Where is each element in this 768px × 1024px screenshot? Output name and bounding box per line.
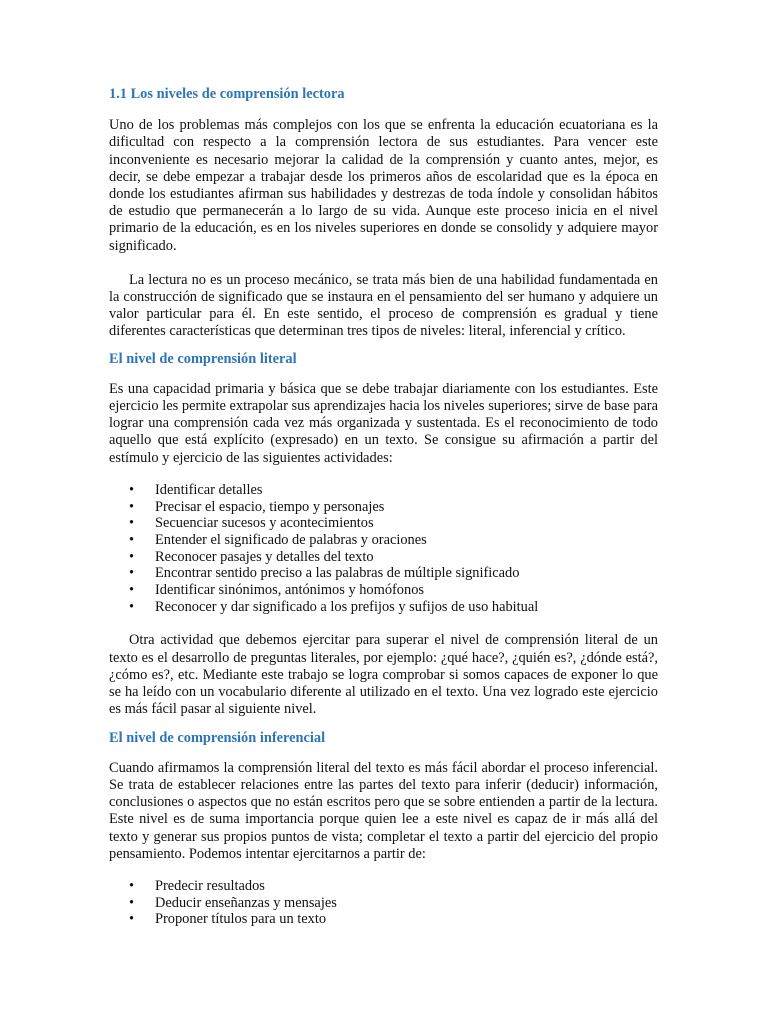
inferential-level-paragraph: Cuando afirmamos la comprensión literal del texto es más fácil abordar el proceso inferencial. Se trata de establecer relaciones entre las partes del texto para inferir (deducir) información, conclusiones o aspectos que no están escritos pero que se sobre entienden a partir de la lectura. Este nivel es de suma importancia porque quien lee a este nivel es capaz de ir más allá del texto y generar sus propios puntos de vista; completar el texto a partir del ejercicio del propio pensamiento. Podemos intentar ejercitarnos a partir de: (109, 759, 658, 862)
literal-level-paragraph: Es una capacidad primaria y básica que se debe trabajar diariamente con los estudiantes. Este ejercicio les permite extrapolar sus aprendizajes hacia los niveles superiores; sirve de base para lograr una comprensión cada vez más organizada y sustentada. Es el reconocimiento de todo aquello que está explícito (expresado) en un texto. Se consigue su afirmación a partir del estímulo y ejercicio de las siguientes actividades: (109, 380, 658, 466)
list-item: • Reconocer pasajes y detalles del texto (109, 549, 658, 566)
literal-questions-paragraph: Otra actividad que debemos ejercitar para superar el nivel de comprensión literal de un texto es el desarrollo de preguntas literales, por ejemplo: ¿qué hace?, ¿quién es?, ¿dónde está?, ¿cómo es?, etc. Mediante este trabajo se logra comprobar si somos capaces de exponer lo que se ha leído con un vocabulario diferente al utilizado en el texto. Una vez logrado este ejercicio es más fácil pasar al siguiente nivel. (109, 632, 658, 718)
list-item: • Encontrar sentido preciso a las palabras de múltiple significado (109, 565, 658, 582)
reading-process-paragraph: La lectura no es un proceso mecánico, se trata más bien de una habilidad fundamentada en la construcción de significado que se instaura en el pensamiento del ser humano y adquiere un valor particular para él. En este sentido, el proceso de comprensión es gradual y tiene diferentes características que determinan tres tipos de niveles: literal, inferencial y crítico. (109, 271, 658, 340)
literal-activities-list (109, 482, 658, 616)
list-item: • Predecir resultados (109, 878, 658, 895)
document-page (109, 86, 658, 928)
section-title: 1.1 Los niveles de comprensión lectora (109, 86, 345, 102)
inferential-activities-list (109, 878, 658, 928)
list-item: • Secuenciar sucesos y acontecimientos (109, 515, 658, 532)
list-item: • Precisar el espacio, tiempo y personajes (109, 499, 658, 516)
inferential-level-heading: El nivel de comprensión inferencial (109, 729, 326, 746)
list-item: • Identificar sinónimos, antónimos y homófonos (109, 582, 658, 599)
literal-level-heading: El nivel de comprensión literal (109, 350, 297, 367)
list-item: • Entender el significado de palabras y oraciones (109, 532, 658, 549)
list-item: • Deducir enseñanzas y mensajes (109, 895, 658, 912)
list-item: • Reconocer y dar significado a los prefijos y sufijos de uso habitual (109, 599, 658, 616)
list-item: • Proponer títulos para un texto (109, 911, 658, 928)
intro-paragraph: Uno de los problemas más complejos con los que se enfrenta la educación ecuatoriana es la dificultad con respecto a la comprensión lectora de sus estudiantes. Para vencer este inconveniente es necesario mejorar la calidad de la comprensión y cuanto antes, mejor, es decir, se debe empezar a trabajar desde los primeros años de escolaridad que es la época en donde los estudiantes afirman sus habilidades y destrezas de toda índole y consolidan hábitos de estudio que permanecerán a lo largo de su vida. Aunque este proceso inicia en el nivel primario de la educación, es en los niveles superiores en donde se consolidy y adquiere mayor significado. (109, 117, 658, 254)
list-item: • Identificar detalles (109, 482, 658, 499)
